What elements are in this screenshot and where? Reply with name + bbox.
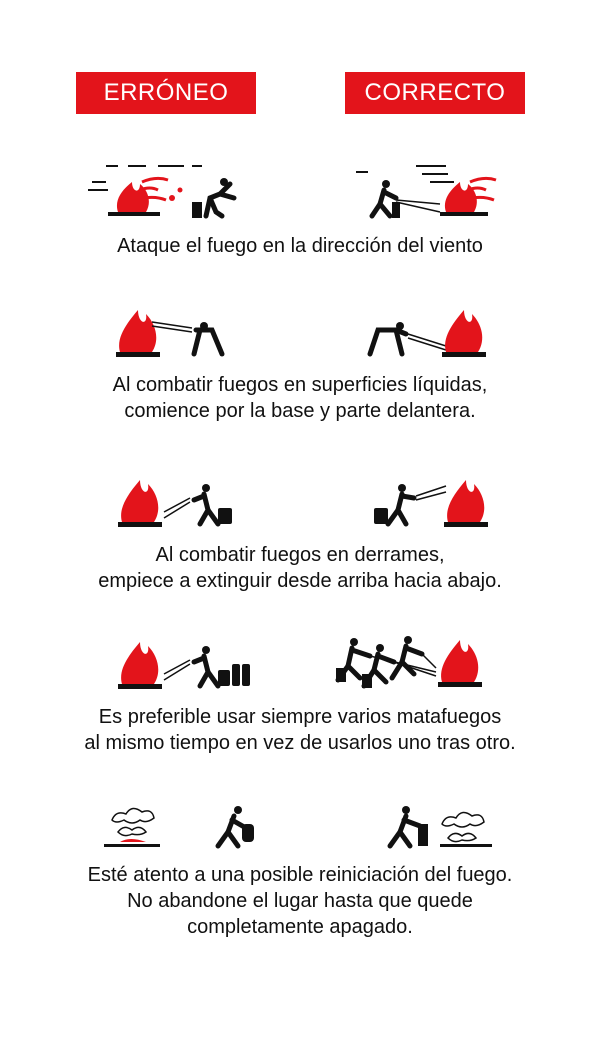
spill-fire-wrong-icon <box>116 474 246 530</box>
wind-fire-wrong-icon <box>88 160 248 224</box>
header-correct: CORRECTO <box>345 72 525 114</box>
header-wrong: ERRÓNEO <box>76 72 256 114</box>
multiple-extinguishers-correct-icon <box>330 632 490 692</box>
liquid-fire-correct-icon <box>366 304 496 360</box>
caption-row-1: Ataque el fuego en la dirección del viento <box>117 235 483 257</box>
reignition-wrong-icon <box>104 802 264 854</box>
caption-row-3: Al combatir fuegos en derrames, empiece a extinguir desde arriba hacia abajo. <box>98 544 502 592</box>
caption-row-5: Esté atento a una posible reiniciación del fuego. No abandone el lugar hasta que quede completamente apagado. <box>87 864 513 938</box>
wind-fire-correct-icon <box>356 160 516 224</box>
multiple-extinguishers-wrong-icon <box>114 636 254 692</box>
caption-row-2: Al combatir fuegos en superficies líquidas, comience por la base y parte delantera. <box>112 374 488 422</box>
liquid-fire-wrong-icon <box>112 304 242 360</box>
caption-row-4: Es preferible usar siempre varios matafuegos al mismo tiempo en vez de usarlos uno tras otro. <box>84 706 516 754</box>
spill-fire-correct-icon <box>372 474 502 530</box>
reignition-correct-icon <box>384 802 504 854</box>
